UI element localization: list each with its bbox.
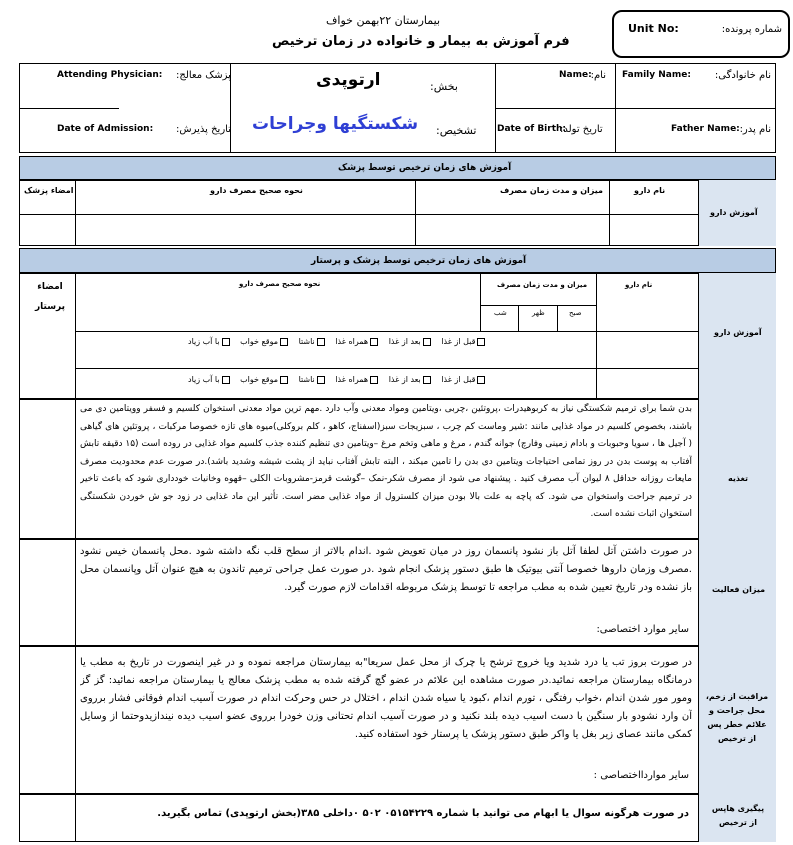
checkbox-icon <box>222 376 230 384</box>
s2-col-drug-name: نام دارو <box>625 281 653 289</box>
admission-label: تاریخ پذیرش: <box>176 124 231 135</box>
option-with-meal[interactable]: همراه غذا <box>335 375 378 384</box>
physician-en: Attending Physician: <box>57 70 163 80</box>
checkbox-icon <box>280 338 288 346</box>
record-number-box <box>612 10 790 58</box>
care-text: در صورت بروز تب یا درد شدید ویا خروج ترشح یا چرک از محل عمل سریعا"به بیمارستان مراجعه نموده و در غیر اینصورت در تاریخ به مطب یا درمانگاه بیمارستان مراجعه نمائید.در صورت مشاهده این علائم در عضو گچ گرفته شده به مطب پزشک معالج یا بیمارستان مراجعه نمائید: گز گز ومور مور شدن اندام ،خواب رفتگی ، تورم اندام ،کبود یا سیاه شدن اندام ، اختلال در حس وحرکت اندام در صورت آسیب اندام فوقانی فشار برروی آن وارد نشود‌و بار سنگین با دست اسیب دیده بلند نکنید و در صورت آسیب اندام تحتانی وزن خودرا برروی عضو اسیب دیده نیندازیدوحتما از وسایل کمکی مانند عصای زیر بغل یا واکر طبق دستور پزشک یا پرستار خود استفاده کنید. <box>80 657 692 740</box>
dob-label: تاریخ تولد: <box>560 124 603 135</box>
physician-label: پزشک معالج: <box>176 70 231 81</box>
checkbox-icon <box>477 376 485 384</box>
s1-col-usage: نحوه صحیح مصرف دارو <box>210 186 303 195</box>
ward-value: ارتوپدی <box>316 70 381 90</box>
unit-no-label: Unit No: <box>628 22 679 35</box>
s2-morning: صبح <box>569 309 582 317</box>
nutrition-text: بدن شما برای ترمیم شکستگی نیاز به کربوهیدرات ،پروتئین ،چربی ،ویتامین ومواد معدنی وآب دارد .مهم ترین مواد معدنی استخوان کلسیم و فسفر وویتامین دی می باشند، بخصوص کلسیم در مواد غذایی مانند :شیر وماست کم چرب ، سبزیجات سبز(اسفناج، کاهو ، کلم بروکلی)میوه های تازه خصوصا مرکبات ، پروتئین های گیاهی ( آجیل ها ، سویا وحبوبات و بادام زمینی وفارچ) جوانه گندم ، مرغ و ماهی وتخم مرغ –ویتامین دی تنظیم کننده جذب کلسیم مواد غذایی در روده است (۱۵ دقیقه تابش آفتاب به پوست بدن در روز تمامی احتیاجات ویتامین دی بدن را تامین میکند ، البته تابش آفتاب نباید از پشت شیشه وشدید باشد).در صورت عدم محدودیت مصرف مایعات روزانه حداقل ۸ لیوان آب مصرف کنید . پیشنهاد می شود از مصرف شکر-نمک –گوشت قرمز-مشروبات الکلی –قهوه وخانیات خودداری شود که باعث تاخیر در ترمیم جراحت واستخوان می شود. که پاچه به علت بالا بودن میزان کلسترول از مواد غذایی مضر است. تأثیر این ماد غذایی در زود جو ش خوردن شکستگی استخوان اثبات نشده است. <box>80 404 692 519</box>
checkbox-icon <box>317 338 325 346</box>
checkbox-icon <box>370 338 378 346</box>
checkbox-icon <box>423 338 431 346</box>
section2-title: آموزش های زمان ترخیص توسط پزشک و پرستار <box>311 256 527 266</box>
option-before-meal[interactable]: قبل از غذا <box>441 375 485 384</box>
option-fasting[interactable]: ناشتا <box>299 337 325 346</box>
checkbox-icon <box>317 376 325 384</box>
followup-label: پیگیری هاپس از ترخیص <box>711 804 765 827</box>
diagnosis-label: تشخیص: <box>436 124 477 137</box>
checkbox-icon <box>222 338 230 346</box>
nutrition-label: تغذیه <box>728 474 748 483</box>
checkbox-icon <box>370 376 378 384</box>
options-row-1 <box>180 337 485 346</box>
checkbox-icon <box>280 376 288 384</box>
s2-noon: ظهر <box>532 309 545 317</box>
option-after-meal[interactable]: بعد از غذا <box>389 375 431 384</box>
s2-col-signature: امضاء پرستار <box>34 282 66 312</box>
name-label: نام: <box>590 70 606 81</box>
checkbox-icon <box>423 376 431 384</box>
activity-text: در صورت داشتن آتل لطفا آتل باز نشود پانسمان روز در میان تعویض شود .اندام بالاتر از سطح قلب نگه داشته شود .محل پانسمان خیس نشود .مصرف وزمان داروها خصوصا آنتی بیوتیک ها طبق دستور پزشک انجام شود .در صورت عمل جراحی ترمیم تاندون به هیچ عنوان آتل وپانسمان محل باز نشده ودر تاریخ تعیین شده به مطب مراجعه تا توسط پزشک مربوطه اقدامات لازم صورت گیرد. <box>80 546 692 593</box>
option-bedtime[interactable]: موقع خواب <box>240 337 288 346</box>
s2-col-usage: نحوه صحیح مصرف دارو <box>239 280 321 288</box>
option-before-meal[interactable]: قبل از غذا <box>441 337 485 346</box>
option-much-water[interactable]: با آب زیاد <box>188 375 230 384</box>
father-name-label: نام پدر: <box>739 124 771 135</box>
option-after-meal[interactable]: بعد از غذا <box>389 337 431 346</box>
nutrition-label-cell <box>698 399 776 539</box>
option-with-meal[interactable]: همراه غذا <box>335 337 378 346</box>
father-name-en: Father Name: <box>671 124 740 134</box>
section1-title: آموزش های زمان ترخیص توسط پزشک <box>338 163 512 173</box>
form-title: فرم آموزش به بیمار و خانواده در زمان ترخیص <box>272 34 570 49</box>
hospital-name: بیمارستان ۲۲بهمن خواف <box>326 14 441 27</box>
activity-label: میزان فعالیت <box>712 585 766 594</box>
s1-col-dose-time: میزان و مدت زمان مصرف <box>500 186 603 195</box>
option-fasting[interactable]: ناشتا <box>299 375 325 384</box>
s1-col-drug-name: نام دارو <box>634 186 666 195</box>
option-bedtime[interactable]: موقع خواب <box>240 375 288 384</box>
options-row-2 <box>180 375 485 384</box>
followup-text: در صورت هرگونه سوال یا ابهام می توانید با شماره ۰۵۱۵۴۲۲۹ ۵۰۲ ۰داخلی ۳۸۵(بخش ارتوپدی) تماس بگیرید. <box>157 808 689 819</box>
record-number-label: شماره پرونده: <box>721 24 782 35</box>
ward-label: بخش: <box>430 80 458 93</box>
checkbox-icon <box>477 338 485 346</box>
dob-en: Date of Birth: <box>497 124 567 134</box>
admission-en: Date of Admission: <box>57 124 154 134</box>
s2-night: شب <box>494 309 507 317</box>
diagnosis-value: شکستگیها وجراحات <box>252 114 419 134</box>
care-label: مراقبت از زخم، محل جراحت و علائم خطر پس از ترخیص <box>705 692 769 743</box>
activity-other: سایر موارد اختصاصی: <box>596 624 689 635</box>
option-much-water[interactable]: با آب زیاد <box>188 337 230 346</box>
section2-row-label: آموزش دارو <box>714 328 762 337</box>
family-name-label: نام خانوادگی: <box>714 70 771 81</box>
section1-row-label: آموزش دارو <box>710 208 758 217</box>
name-en: Name: <box>559 70 592 80</box>
family-name-en: Family Name: <box>622 70 691 80</box>
s2-col-dose-time: میزان و مدت زمان مصرف <box>497 281 588 289</box>
care-other: سایر مواردااختصاصی : <box>593 770 689 781</box>
s1-col-signature: امضاء پزشک <box>24 186 74 195</box>
